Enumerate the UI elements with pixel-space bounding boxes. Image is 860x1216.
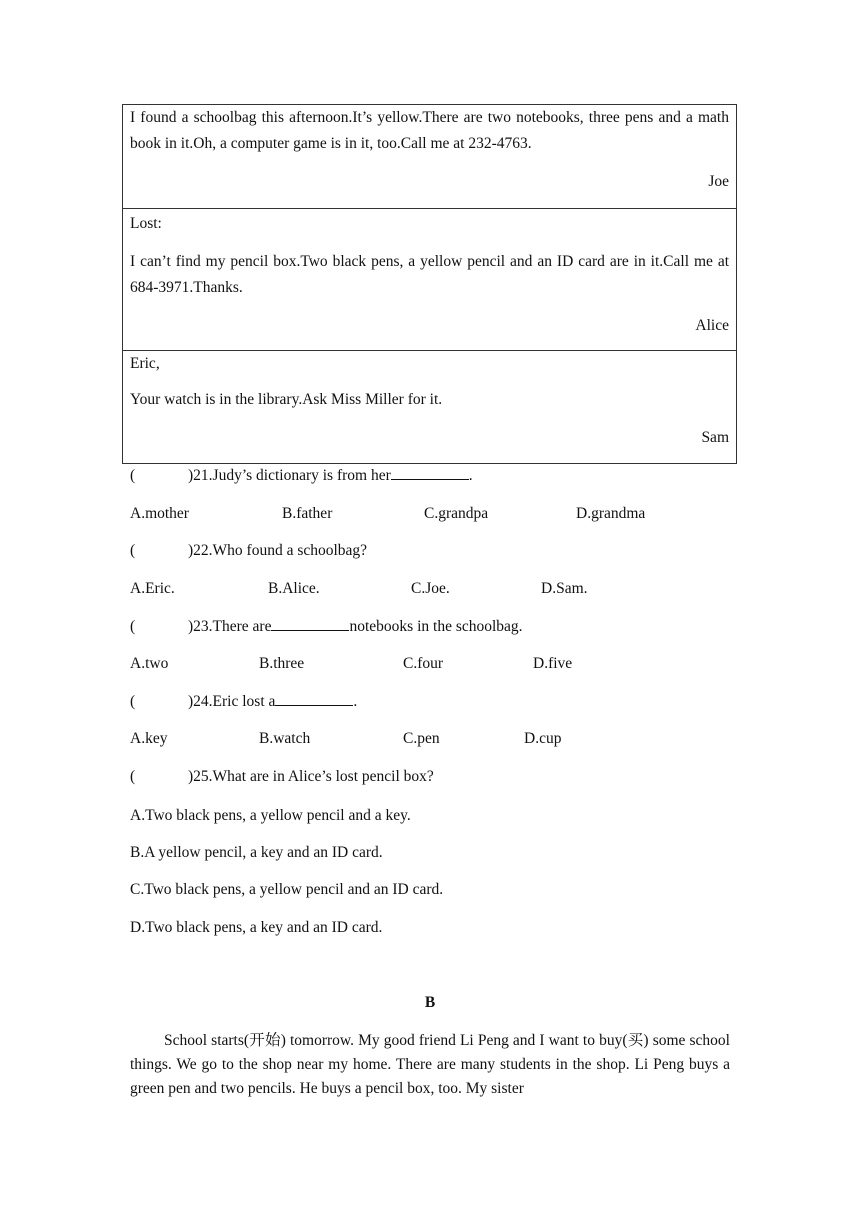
option-d[interactable]: D.cup [524, 730, 562, 747]
answer-paren[interactable]: ( [130, 618, 136, 635]
option-b[interactable]: B.watch [259, 730, 311, 747]
question-25 [130, 766, 434, 788]
answer-paren[interactable]: ( [130, 467, 136, 484]
option-d[interactable]: D.five [533, 655, 573, 672]
question-text: )21.Judy’s dictionary is from her [188, 467, 391, 484]
option-a[interactable]: A.Two black pens, a yellow pencil and a key. [130, 807, 411, 824]
answer-blank[interactable] [271, 615, 349, 631]
notice-signature: Alice [695, 317, 729, 334]
notice-body: Your watch is in the library.Ask Miss Miller for it. [130, 391, 443, 408]
notice-lost-pencil-box [123, 209, 736, 351]
question-text: )23.There are [188, 618, 272, 635]
answer-blank[interactable] [391, 464, 469, 480]
option-c[interactable]: C.pen [403, 730, 440, 747]
question-text: )22.Who found a schoolbag? [188, 542, 368, 559]
option-b[interactable]: B.three [259, 655, 305, 672]
question-text: )25.What are in Alice’s lost pencil box? [188, 768, 434, 785]
option-a[interactable]: A.key [130, 730, 168, 747]
notice-found-schoolbag [123, 105, 736, 209]
option-a[interactable]: A.two [130, 655, 169, 672]
question-text: )24.Eric lost a [188, 693, 276, 710]
answer-paren[interactable]: ( [130, 693, 136, 710]
option-c[interactable]: C.grandpa [424, 505, 489, 522]
notice-heading: Eric, [130, 355, 160, 372]
question-22 [130, 540, 367, 562]
option-a[interactable]: A.Eric. [130, 580, 175, 597]
section-b-passage: School starts(开始) tomorrow. My good friend Li Peng and I want to buy(买) some school things. We go to the shop near my home. There are many students in the shop. Li Peng buys a green pen and two pencils. He buys a pencil box, too. My sister [130, 1032, 730, 1097]
option-b[interactable]: B.father [282, 505, 333, 522]
question-text-end: . [353, 693, 358, 710]
answer-blank[interactable] [275, 690, 353, 706]
option-b[interactable]: B.A yellow pencil, a key and an ID card. [130, 844, 383, 861]
question-24 [130, 690, 357, 713]
notice-board [122, 104, 737, 464]
option-c[interactable]: C.four [403, 655, 444, 672]
notice-body: I can’t find my pencil box.Two black pens, a yellow pencil and an ID card are in it.Call me at 684-3971.Thanks. [130, 253, 729, 296]
answer-paren[interactable]: ( [130, 542, 136, 559]
option-d[interactable]: D.Two black pens, a key and an ID card. [130, 919, 383, 936]
option-c[interactable]: C.Two black pens, a yellow pencil and an ID card. [130, 881, 444, 898]
option-d[interactable]: D.grandma [576, 505, 646, 522]
notice-watch [123, 351, 736, 463]
question-23 [130, 615, 523, 638]
question-21 [130, 464, 473, 487]
notice-signature: Sam [701, 429, 729, 446]
notice-heading: Lost: [130, 215, 162, 232]
option-a[interactable]: A.mother [130, 505, 189, 522]
notice-signature: Joe [708, 173, 729, 190]
section-b-title: B [424, 994, 436, 1011]
option-c[interactable]: C.Joe. [411, 580, 450, 597]
notice-body: I found a schoolbag this afternoon.It’s yellow.There are two notebooks, three pens and a math book in it.Oh, a computer game is in it, too.Call me at 232-4763. [130, 109, 729, 152]
answer-paren[interactable]: ( [130, 768, 136, 785]
question-text-end: notebooks in the schoolbag. [349, 618, 523, 635]
option-b[interactable]: B.Alice. [268, 580, 320, 597]
option-d[interactable]: D.Sam. [541, 580, 588, 597]
question-text-end: . [468, 467, 473, 484]
